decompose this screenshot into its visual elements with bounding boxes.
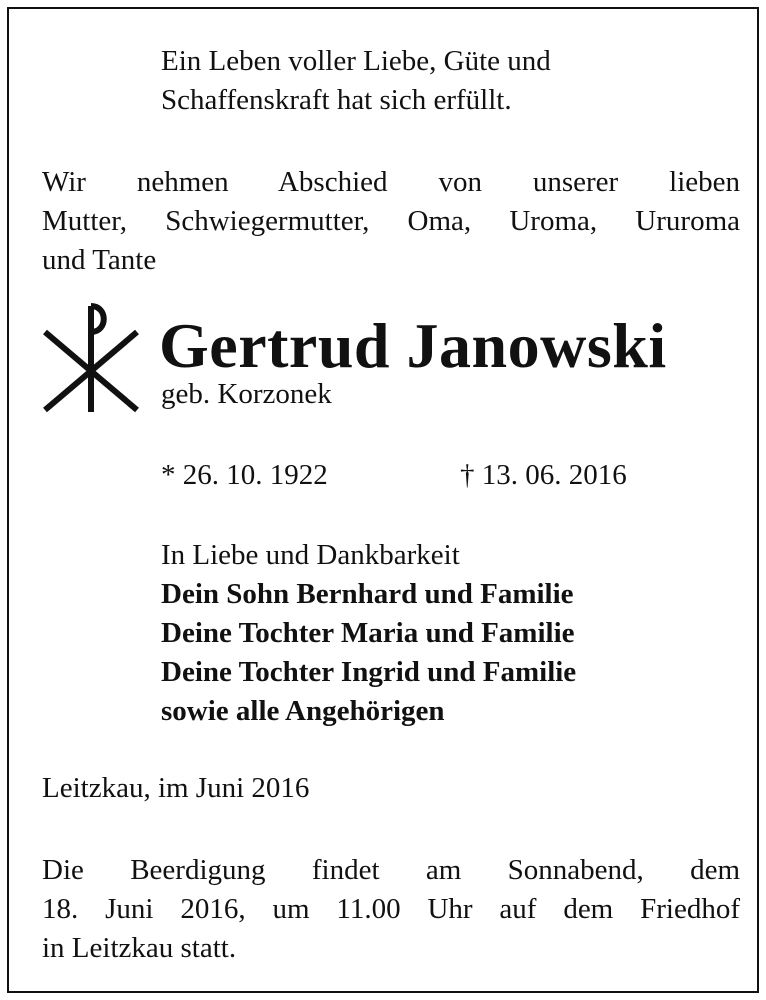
mourner-name: Deine Tochter Maria und Familie	[161, 617, 575, 649]
maiden-name: geb. Korzonek	[161, 378, 332, 410]
mourner-name: sowie alle Angehörigen	[161, 695, 445, 727]
intro-line: Schaffenskraft hat sich erfüllt.	[161, 84, 512, 116]
funeral-info	[42, 851, 740, 968]
notice-line: und Tante	[42, 244, 157, 276]
chi-rho-icon	[42, 302, 140, 414]
place-date: Leitzkau, im Juni 2016	[42, 772, 310, 804]
birth-date: * 26. 10. 1922	[161, 459, 328, 491]
notice-line: Mutter, Schwiegermutter, Oma, Uroma, Ururoma	[42, 205, 740, 237]
mourners-block	[161, 536, 576, 731]
obituary-frame	[7, 7, 759, 993]
mourners-intro: In Liebe und Dankbarkeit	[161, 539, 460, 571]
deceased-name: Gertrud Janowski	[159, 310, 667, 381]
funeral-line: 18. Juni 2016, um 11.00 Uhr auf dem Friedhof	[42, 893, 740, 925]
death-date: † 13. 06. 2016	[460, 459, 627, 491]
farewell-notice	[42, 163, 740, 280]
intro-line: Ein Leben voller Liebe, Güte und	[161, 45, 551, 77]
mourner-name: Dein Sohn Bernhard und Familie	[161, 578, 574, 610]
mourner-name: Deine Tochter Ingrid und Familie	[161, 656, 577, 688]
funeral-line: Die Beerdigung findet am Sonnabend, dem	[42, 854, 740, 886]
funeral-line: in Leitzkau statt.	[42, 932, 237, 964]
notice-line: Wir nehmen Abschied von unserer lieben	[42, 166, 740, 198]
intro-verse	[161, 42, 551, 120]
